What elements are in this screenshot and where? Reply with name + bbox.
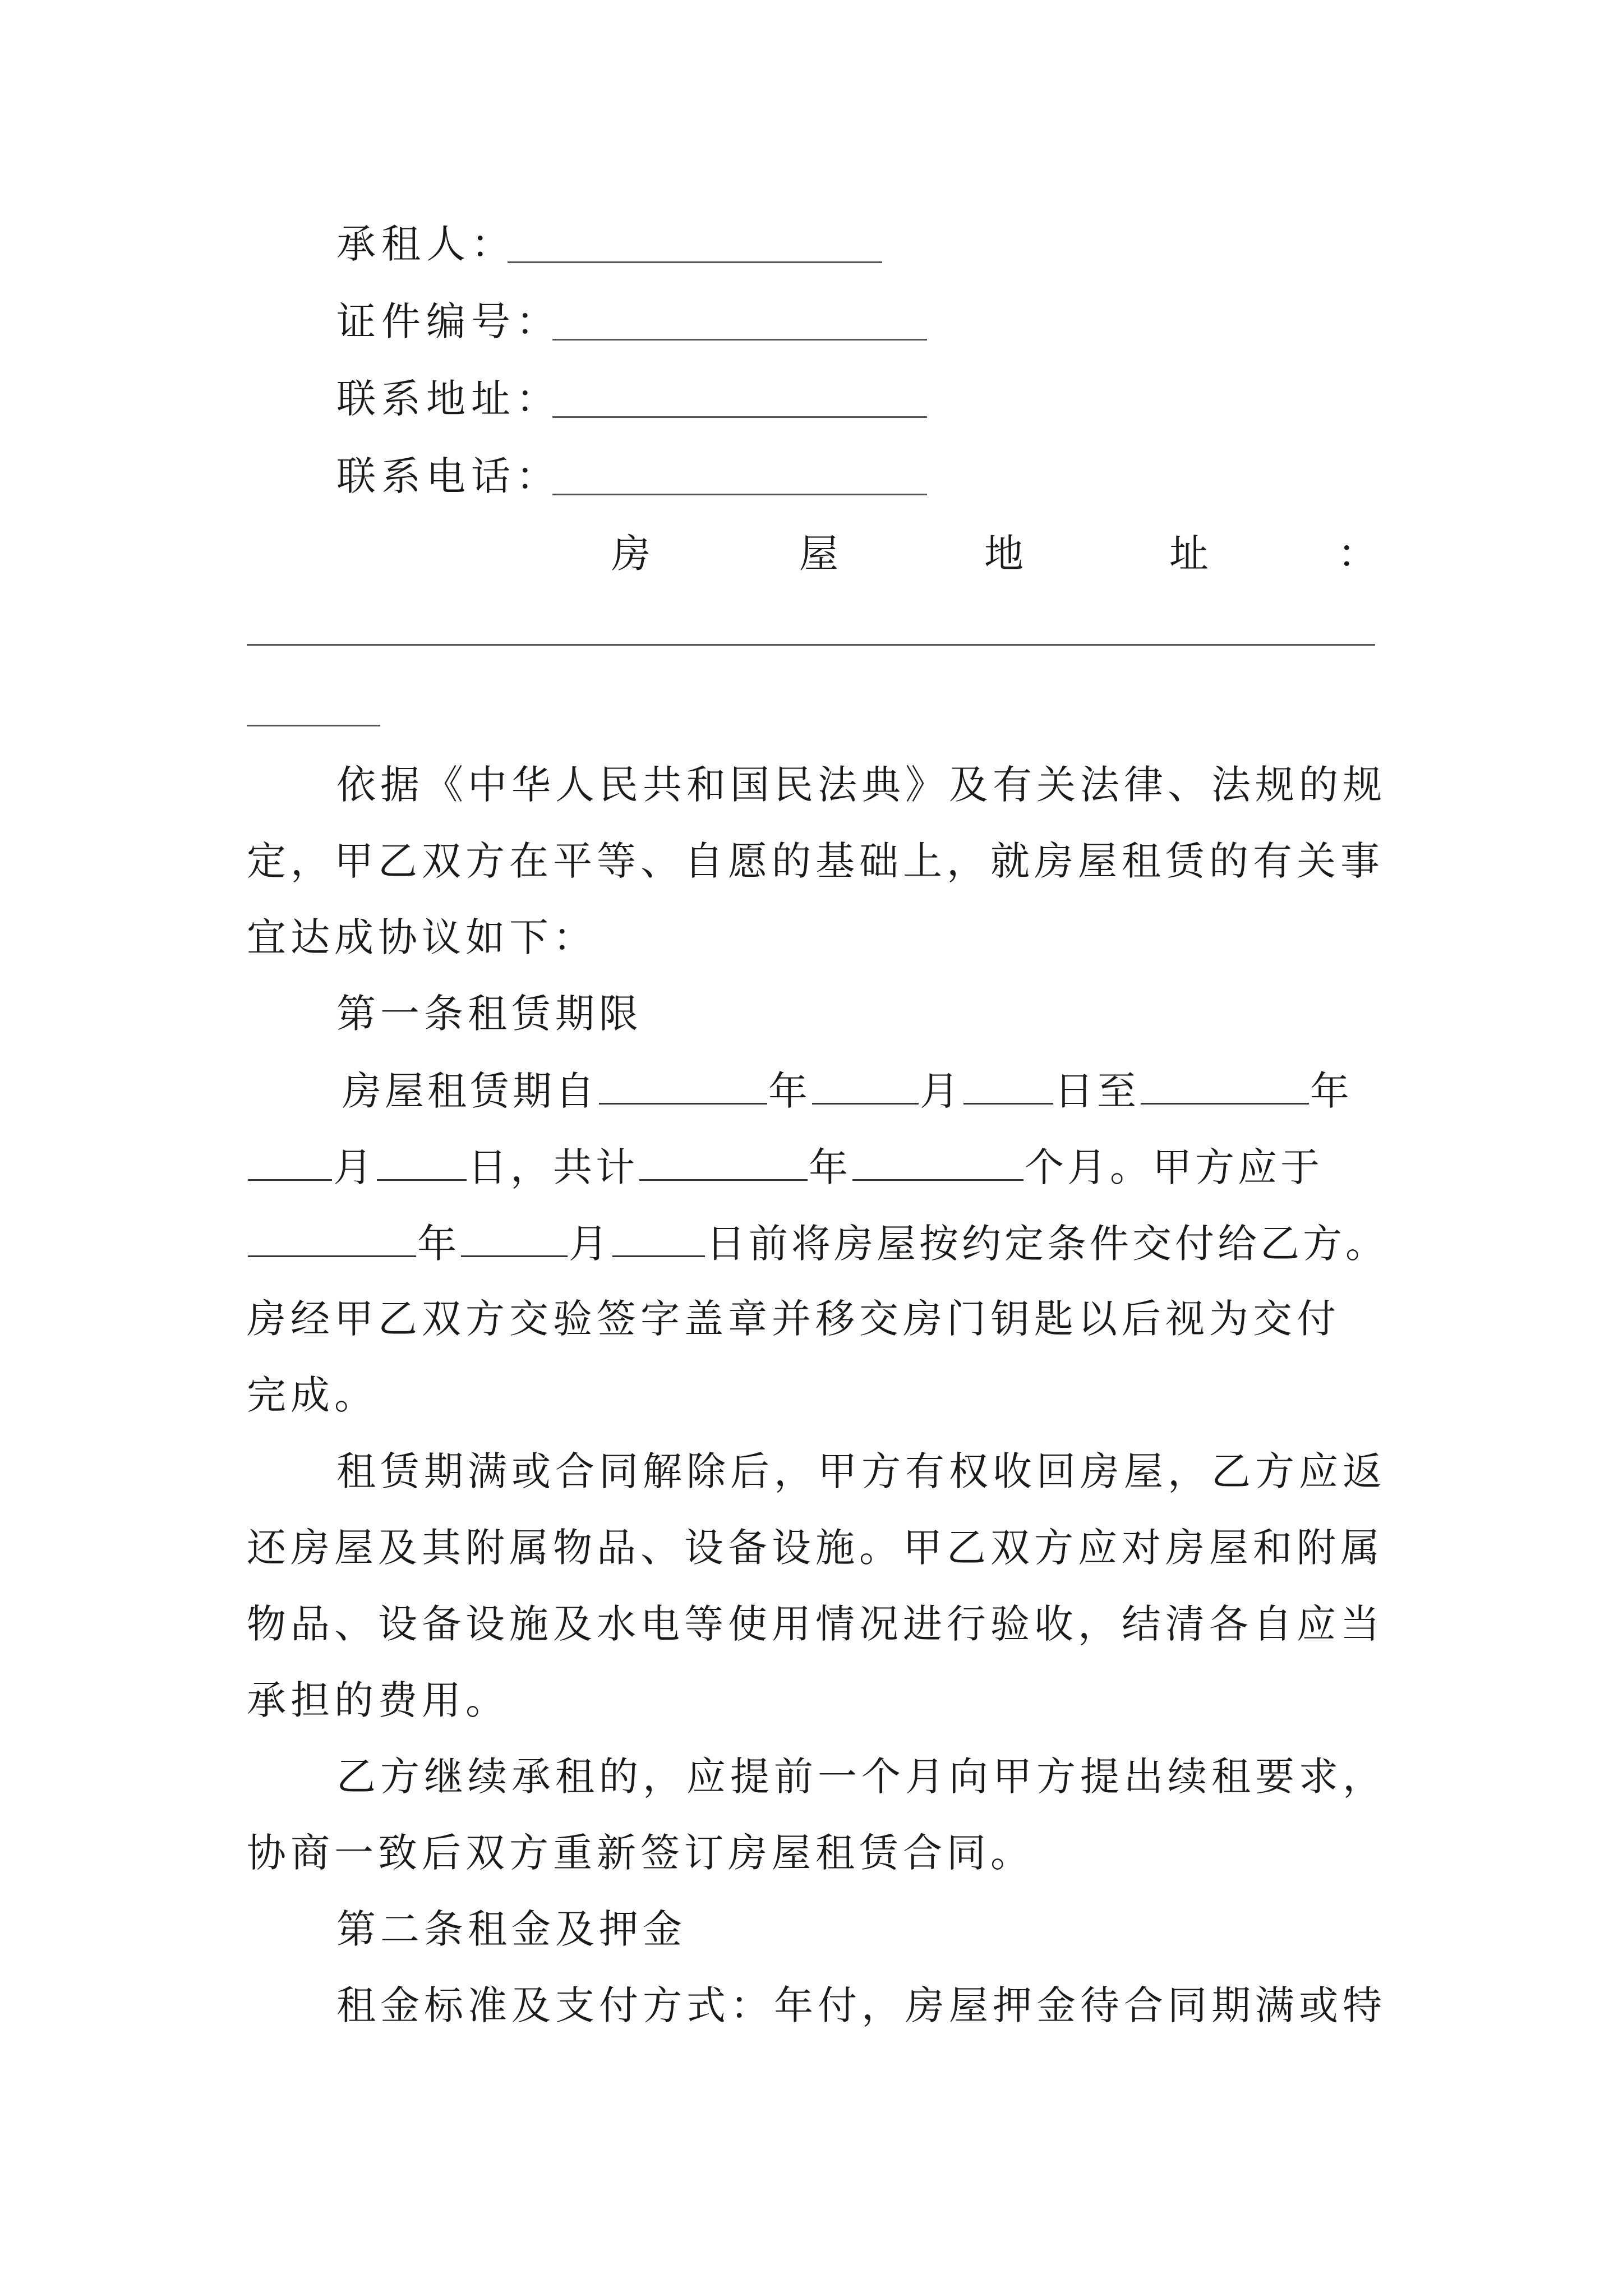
deliver-day-blank [612, 1223, 705, 1257]
start-year-blank [599, 1070, 767, 1105]
id-row [336, 298, 561, 344]
article1-p1-line-5: 完成。 [247, 1372, 378, 1418]
address-label: 联系地址： [336, 376, 561, 422]
month-text: 月 [920, 1068, 962, 1114]
phone-blank [552, 494, 927, 495]
house-address-blank-line-2 [247, 725, 380, 726]
year-text: 年 [768, 1068, 811, 1114]
article1-p2-line-1: 租赁期满或合同解除后，甲方有权收回房屋，乙方应返 [336, 1448, 1386, 1494]
article2-line-1: 租金标准及支付方式：年付，房屋押金待合同期满或特 [336, 1982, 1386, 2028]
article1-p3-line-1: 乙方继续承租的，应提前一个月向甲方提出续租要求， [336, 1754, 1386, 1800]
tenant-label: 承租人： [336, 221, 516, 267]
end-year-text: 年 [1310, 1068, 1353, 1114]
id-blank [552, 339, 927, 341]
article1-p1-line-2 [247, 1144, 1323, 1190]
house-address-char-1: 房 [611, 531, 651, 577]
intro-line-3: 宜达成协议如下： [247, 914, 597, 960]
tenant-row [336, 221, 516, 267]
phone-label: 联系电话： [336, 453, 561, 499]
months-deliver-text: 个月。甲方应于 [1025, 1144, 1323, 1190]
article2-title: 第二条租金及押金 [336, 1906, 686, 1952]
total-month-blank [852, 1147, 1023, 1181]
house-address-colon: ： [1338, 531, 1377, 577]
house-address-blank-line-1 [247, 644, 1375, 646]
house-address-char-2: 屋 [799, 531, 838, 577]
deliver-year-blank [248, 1223, 416, 1257]
address-blank [552, 416, 927, 418]
address-row [336, 376, 561, 422]
intro-line-2: 定，甲乙双方在平等、自愿的基础上，就房屋租赁的有关事 [247, 838, 1384, 884]
article1-p1-line-1 [342, 1068, 1353, 1114]
end-month-text: 月 [333, 1144, 376, 1190]
article1-p1-line-3 [247, 1221, 1388, 1267]
deliver-year-text: 年 [417, 1221, 460, 1267]
end-month-blank [248, 1147, 332, 1181]
lease-from-text: 房屋租赁期自 [342, 1068, 598, 1114]
end-day-blank [377, 1147, 467, 1181]
article1-p2-line-3: 物品、设备设施及水电等使用情况进行验收，结清各自应当 [247, 1601, 1384, 1647]
total-year-blank [639, 1147, 808, 1181]
start-month-blank [812, 1070, 919, 1105]
deliver-month-text: 月 [569, 1221, 611, 1267]
total-year-text: 年 [809, 1144, 851, 1190]
intro-line-1: 依据《中华人民共和国民法典》及有关法律、法规的规 [336, 762, 1386, 808]
day-to-text: 日至 [1054, 1068, 1140, 1114]
tenant-blank [508, 261, 882, 263]
end-year-blank [1141, 1070, 1309, 1105]
phone-row [336, 453, 561, 499]
article1-p2-line-4: 承担的费用。 [247, 1677, 509, 1723]
start-day-blank [963, 1070, 1053, 1105]
article1-p3-line-2: 协商一致后双方重新签订房屋租赁合同。 [247, 1830, 1034, 1876]
article1-title: 第一条租赁期限 [336, 991, 643, 1037]
deliver-month-blank [461, 1223, 568, 1257]
total-text: 日，共计 [468, 1144, 638, 1190]
article1-p2-line-2: 还房屋及其附属物品、设备设施。甲乙双方应对房屋和附属 [247, 1525, 1384, 1571]
house-address-char-4: 址 [1169, 531, 1209, 577]
article1-p1-line-4: 房经甲乙双方交验签字盖章并移交房门钥匙以后视为交付 [247, 1296, 1340, 1342]
id-label: 证件编号： [336, 298, 561, 344]
deliver-condition-text: 日前将房屋按约定条件交付给乙方。 [706, 1221, 1388, 1267]
house-address-char-3: 地 [984, 531, 1023, 577]
